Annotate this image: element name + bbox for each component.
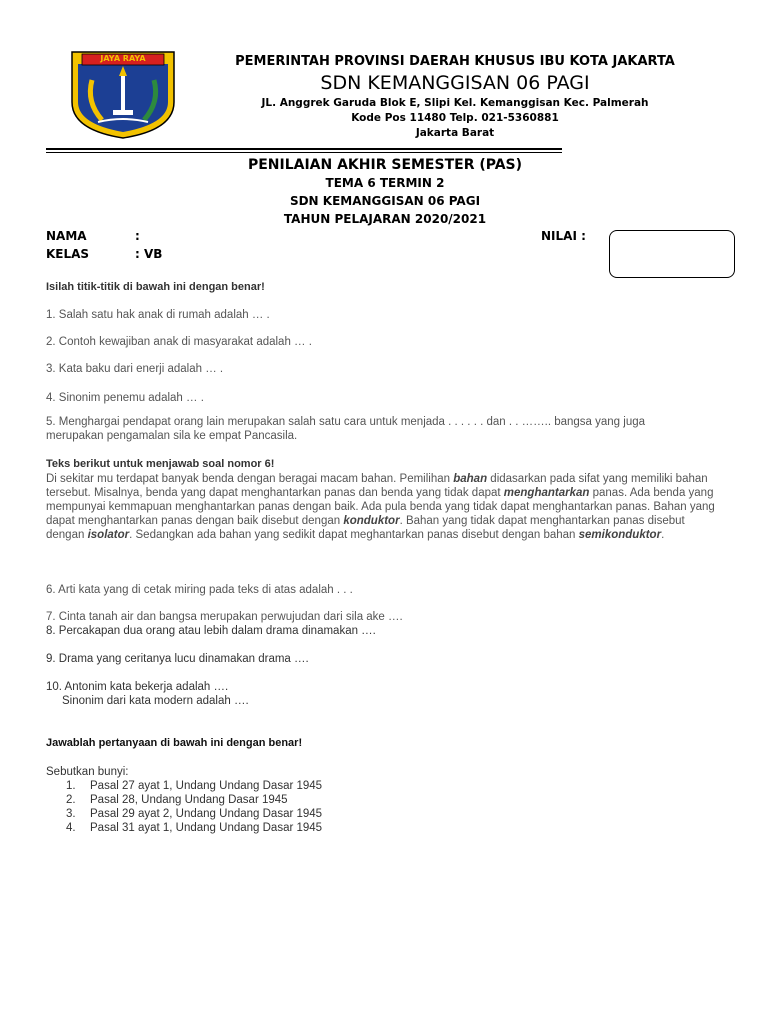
header-rule-thick xyxy=(46,148,562,150)
list-number: 2. xyxy=(66,794,76,806)
italic-word-menghantarkan: menghantarkan xyxy=(503,487,590,499)
school-postal: Kode Pos 11480 Telp. 021-5360881 xyxy=(351,112,559,124)
question-10a: 10. Antonim kata bekerja adalah …. xyxy=(46,681,229,693)
exam-year: TAHUN PELAJARAN 2020/2021 xyxy=(283,212,487,226)
passage-segment: Di sekitar mu terdapat banyak benda dengan beragai macam bahan. Pemilihan xyxy=(46,473,454,485)
kelas-value: : VB xyxy=(135,247,163,261)
question-1: 1. Salah satu hak anak di rumah adalah … . xyxy=(46,309,270,321)
passage-segment: . Sedangkan ada bahan yang sedikit dapat meghantarkan panas disebut dengan bahan xyxy=(129,529,579,541)
section3-prompt: Sebutkan bunyi: xyxy=(46,766,129,778)
section3-instruction: Jawablah pertanyaan di bawah ini dengan benar! xyxy=(46,737,303,749)
list-item xyxy=(66,821,322,835)
italic-word-isolator: isolator xyxy=(87,529,130,541)
list-number: 4. xyxy=(66,822,76,834)
logo-text: JAYA RAYA xyxy=(100,54,146,63)
passage-segment: panas. Ada benda yang mempunyai kemmapuan menghantarkan panas dengan baik. Ada pula benda yang tidak dapat menghantarkan panas. Bahan yang dapat menghantarkan panas dengan baik disebut dengan xyxy=(46,487,715,527)
question-5-line1: 5. Menghargai pendapat orang lain merupakan salah satu cara untuk menjada . . . . . . dan . . …….. bangsa yang juga xyxy=(46,416,646,428)
question-4: 4. Sinonim penemu adalah … . xyxy=(46,392,204,404)
section1-instruction: Isilah titik-titik di bawah ini dengan benar! xyxy=(46,281,265,293)
question-6: 6. Arti kata yang di cetak miring pada teks di atas adalah . . . xyxy=(46,584,353,596)
passage-heading: Teks berikut untuk menjawab soal nomor 6! xyxy=(46,458,275,470)
exam-title: PENILAIAN AKHIR SEMESTER (PAS) xyxy=(247,157,523,173)
government-name: PEMERINTAH PROVINSI DAERAH KHUSUS IBU KOTA JAKARTA xyxy=(235,54,675,69)
exam-theme: TEMA 6 TERMIN 2 xyxy=(325,176,445,190)
nama-label: NAMA xyxy=(46,229,87,243)
list-text: Pasal 28, Undang Undang Dasar 1945 xyxy=(90,794,288,806)
italic-word-konduktor: konduktor xyxy=(343,515,400,527)
italic-word-semikonduktor: semikonduktor xyxy=(578,529,662,541)
list-text: Pasal 31 ayat 1, Undang Undang Dasar 1945 xyxy=(90,822,323,834)
score-box xyxy=(609,230,735,278)
jakarta-emblem-icon xyxy=(68,50,178,140)
question-8: 8. Percakapan dua orang atau lebih dalam drama dinamakan …. xyxy=(46,625,376,637)
question-7: 7. Cinta tanah air dan bangsa merupakan perwujudan dari sila ake …. xyxy=(46,611,403,623)
question-9: 9. Drama yang ceritanya lucu dinamakan drama …. xyxy=(46,653,309,665)
kelas-label: KELAS xyxy=(46,247,90,261)
list-text: Pasal 27 ayat 1, Undang Undang Dasar 1945 xyxy=(90,780,323,792)
italic-word-bahan: bahan xyxy=(453,473,488,485)
question-5-line2: merupakan pengamalan sila ke empat Pancasila. xyxy=(46,430,298,442)
passage-text xyxy=(46,472,726,542)
school-city: Jakarta Barat xyxy=(415,127,495,139)
question-10b: Sinonim dari kata modern adalah …. xyxy=(62,695,249,707)
school-address: JL. Anggrek Garuda Blok E, Slipi Kel. Kemanggisan Kec. Palmerah xyxy=(261,97,649,109)
jakarta-emblem-logo xyxy=(68,50,178,140)
list-number: 1. xyxy=(66,780,76,792)
pasal-list xyxy=(66,779,322,835)
school-name: SDN KEMANGGISAN 06 PAGI xyxy=(320,72,590,94)
passage-segment: . xyxy=(661,529,665,541)
question-2: 2. Contoh kewajiban anak di masyarakat adalah … . xyxy=(46,336,312,348)
header-rule-thin xyxy=(46,152,562,153)
nama-value: : xyxy=(135,229,140,243)
list-text: Pasal 29 ayat 2, Undang Undang Dasar 1945 xyxy=(90,808,323,820)
list-item xyxy=(66,793,322,807)
exam-school: SDN KEMANGGISAN 06 PAGI xyxy=(289,194,481,208)
question-3: 3. Kata baku dari enerji adalah … . xyxy=(46,363,224,375)
nilai-label: NILAI : xyxy=(541,229,586,243)
list-item xyxy=(66,807,322,821)
passage-segment: didasarkan pada sifat yang memiliki bahan tersebut. Misalnya, benda yang dapat menghantarkan panas dan benda yang tidak dapat xyxy=(46,473,708,499)
list-number: 3. xyxy=(66,808,76,820)
passage-segment: . Bahan yang tidak dapat menghantarkan panas disebut dengan xyxy=(46,515,685,541)
list-item xyxy=(66,779,322,793)
